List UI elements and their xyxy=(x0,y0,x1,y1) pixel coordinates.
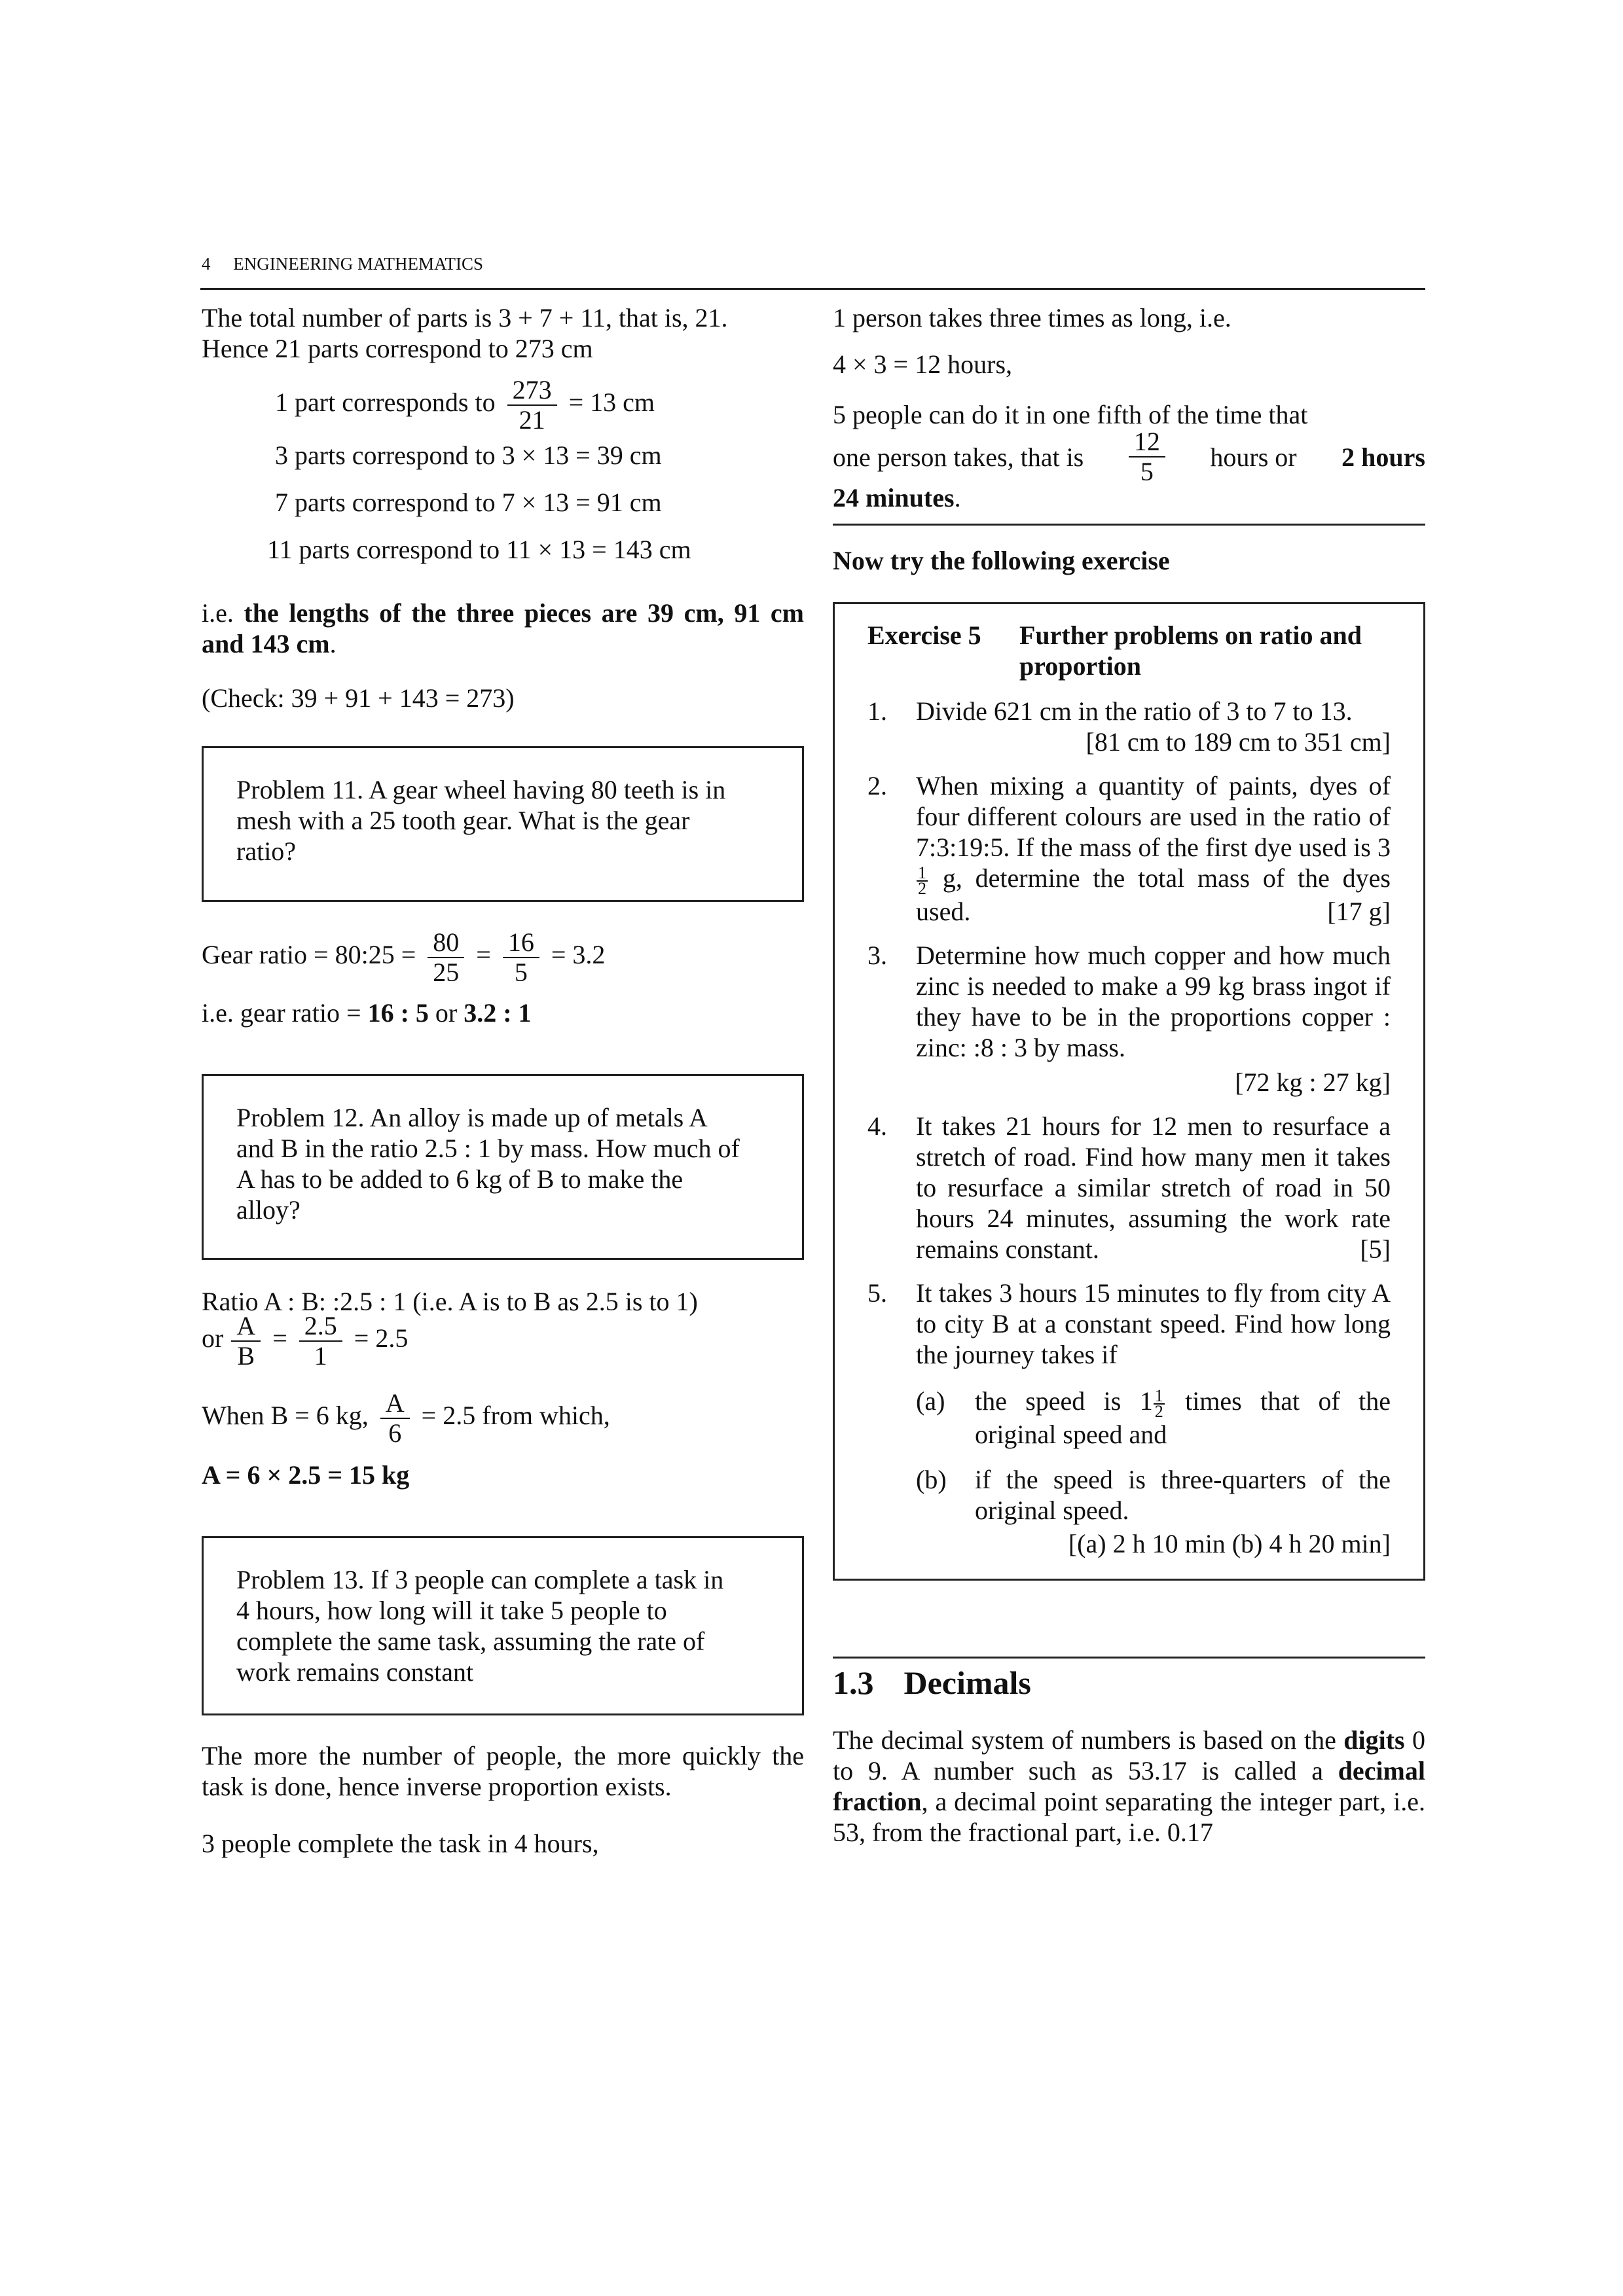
decimals-text: , a decimal point separating the integer part, i.e. 53, from the fractional part, i.e. 0.17 xyxy=(833,1786,1425,1847)
exercise-label: Exercise 5 xyxy=(867,620,981,650)
one-person-text: 1 person takes three times as long, i.e. xyxy=(833,303,1231,332)
fraction-numerator: 16 xyxy=(503,928,539,958)
lengths-answer: the lengths of the three pieces are 39 cm, 91 cm and 143 cm xyxy=(202,598,804,658)
intro-line-2: Hence 21 parts correspond to 273 cm xyxy=(202,334,593,363)
ratio-value: = 2.5 xyxy=(354,1323,409,1354)
lengths-conclusion xyxy=(202,598,804,659)
answer-2-hours: 2 hours xyxy=(1341,442,1425,472)
section-rule xyxy=(833,524,1425,526)
fraction-a-6 xyxy=(380,1389,410,1448)
fraction-denominator: 25 xyxy=(433,958,460,987)
period: . xyxy=(329,629,337,658)
digits-term: digits xyxy=(1343,1725,1405,1755)
item-number: 2. xyxy=(867,771,887,800)
gear-ratio-answer-1: 16 : 5 xyxy=(367,998,429,1028)
item-text-part: g, determine the total mass of the dyes used. xyxy=(916,863,1391,926)
item-answer: [(a) 2 h 10 min (b) 4 h 20 min] xyxy=(1068,1528,1391,1558)
item-text-part: It takes 21 hours for 12 men to resurface a stretch of road. Find how many men it takes to resurface a similar stretch of road in 50 hours 24 minutes, assuming the work rate remains constant. xyxy=(916,1111,1391,1264)
section-heading-rule xyxy=(833,1657,1425,1659)
right-column xyxy=(833,302,1425,1848)
exercise-title xyxy=(867,620,1391,681)
now-try-heading: Now try the following exercise xyxy=(833,546,1170,575)
page-number: 4 xyxy=(202,254,211,274)
sub-item-b xyxy=(916,1464,1391,1526)
fraction-denominator: 6 xyxy=(388,1418,402,1448)
fraction-12-5 xyxy=(1129,427,1165,486)
ratio-line: Ratio A : B: :2.5 : 1 (i.e. A is to B as 2.5 is to 1) xyxy=(202,1287,698,1316)
intro-line-1: The total number of parts is 3 + 7 + 11, that is, 21. xyxy=(202,303,728,332)
fraction-80-25 xyxy=(428,928,464,987)
five-people-text: one person takes, that is xyxy=(833,442,1084,472)
fraction-numerator: 12 xyxy=(1129,427,1165,457)
equals-sign: = xyxy=(476,940,491,970)
header-rule xyxy=(200,288,1425,290)
five-people-line-1: 5 people can do it in one fifth of the time that xyxy=(833,400,1308,429)
running-title: ENGINEERING MATHEMATICS xyxy=(233,254,483,274)
left-column xyxy=(202,302,804,1859)
decimals-text: The decimal system of numbers is based on the xyxy=(833,1725,1336,1755)
problem-11-box xyxy=(202,746,804,902)
equation-3: 7 parts correspond to 7 × 13 = 91 cm xyxy=(275,488,662,517)
gear-ie-text: i.e. gear ratio = xyxy=(202,998,361,1028)
exercise-5-box xyxy=(833,602,1425,1581)
intro-paragraph xyxy=(202,302,804,364)
equals-sign: = xyxy=(272,1323,287,1354)
fraction-numerator: 1 xyxy=(918,863,926,882)
item-text: Determine how much copper and how much zinc is needed to make a 99 kg brass ingot if they have to be in the proportions copper : zinc: :8 : 3 by mass. xyxy=(916,940,1391,1062)
fraction-16-5 xyxy=(503,928,539,987)
item-text: It takes 3 hours 15 minutes to fly from city A to city B at a constant speed. Find how long the journey takes if xyxy=(916,1278,1391,1369)
fraction-denominator: B xyxy=(237,1341,255,1371)
fraction-273-21 xyxy=(507,376,557,435)
problem-11-text: Problem 11. A gear wheel having 80 teeth is in mesh with a 25 tooth gear. What is the gear ratio? xyxy=(236,775,726,866)
or-text: or xyxy=(435,998,458,1028)
period: . xyxy=(954,483,961,512)
fraction-numerator: 273 xyxy=(507,376,557,406)
equation-4: 11 parts correspond to 11 × 13 = 143 cm xyxy=(267,535,691,564)
exercise-item xyxy=(867,940,1391,1098)
item-number: 5. xyxy=(867,1278,887,1308)
fraction-denominator: 2 xyxy=(1154,1401,1163,1421)
eq1-text: 1 part corresponds to xyxy=(275,387,496,418)
fraction-numerator: 80 xyxy=(428,928,464,958)
exercise-item xyxy=(867,1278,1391,1559)
exercise-title-text: Further problems on ratio and proportion xyxy=(1019,620,1362,681)
fraction-numerator: 1 xyxy=(1154,1386,1163,1405)
item-text: Divide 621 cm in the ratio of 3 to 7 to 13. xyxy=(916,696,1353,726)
ratio-fraction-equation xyxy=(202,1312,804,1371)
fraction-denominator: 2 xyxy=(918,878,926,898)
problem-12-text: Problem 12. An alloy is made up of metals A and B in the ratio 2.5 : 1 by mass. How much of A has to be added to 6 kg of B to make the alloy? xyxy=(236,1103,740,1225)
fraction-2-5-1 xyxy=(299,1312,342,1371)
three-people-text: 3 people complete the task in 4 hours, xyxy=(202,1829,599,1858)
gear-ratio-value: = 3.2 xyxy=(551,940,606,970)
item-text xyxy=(916,770,1391,927)
ie-text: i.e. xyxy=(202,598,234,628)
hours-or-text: hours or xyxy=(1210,442,1297,472)
alloy-result: A = 6 × 2.5 = 15 kg xyxy=(202,1460,410,1490)
section-number: 1.3 xyxy=(833,1664,874,1701)
item-answer: [5] xyxy=(1360,1234,1391,1264)
item-answer: [81 cm to 189 cm to 351 cm] xyxy=(1085,727,1391,757)
gear-ratio-label: Gear ratio = 80:25 = xyxy=(202,940,416,970)
section-heading xyxy=(833,1664,1425,1701)
fraction-one-half xyxy=(1154,1386,1165,1421)
gear-ratio-answer-2: 3.2 : 1 xyxy=(464,998,532,1028)
decimals-text: 0 to 9. A number such as 53.17 is called a xyxy=(833,1725,1425,1785)
sub-item-label: (b) xyxy=(916,1464,947,1494)
or-label: or xyxy=(202,1323,224,1354)
fraction-a-b xyxy=(231,1312,261,1371)
item-text-part: When mixing a quantity of paints, dyes of four different colours are used in the ratio of 7:3:19:5. If the mass of the first dye used is 3 xyxy=(916,771,1391,862)
decimal-fraction-term: decimal fraction xyxy=(833,1755,1425,1816)
when-b-text: When B = 6 kg, xyxy=(202,1401,369,1431)
fraction-denominator: 1 xyxy=(314,1341,327,1371)
fraction-denominator: 21 xyxy=(519,405,545,435)
exercise-item xyxy=(867,696,1391,757)
item-number: 4. xyxy=(867,1111,887,1141)
parts-equations xyxy=(202,376,804,565)
item-answer: [72 kg : 27 kg] xyxy=(1235,1067,1391,1097)
problem-12-box xyxy=(202,1074,804,1260)
sub-item-label: (a) xyxy=(916,1386,945,1416)
item-answer: [17 g] xyxy=(1327,896,1391,926)
item-number: 1. xyxy=(867,696,887,726)
sub-item-text-part: the speed is 1 xyxy=(975,1386,1153,1416)
item-text xyxy=(916,1111,1391,1265)
problem-13-box xyxy=(202,1536,804,1715)
gear-ratio-conclusion xyxy=(202,997,804,1028)
eq1-result: = 13 cm xyxy=(568,387,655,418)
exercise-item xyxy=(867,770,1391,927)
inverse-proportion-text: The more the number of people, the more quickly the task is done, hence inverse proportion exists. xyxy=(202,1741,804,1801)
running-header xyxy=(202,254,483,274)
equation-1 xyxy=(275,376,804,435)
when-b-result: = 2.5 from which, xyxy=(421,1401,610,1431)
exercise-item xyxy=(867,1111,1391,1265)
check-line: (Check: 39 + 91 + 143 = 273) xyxy=(202,683,515,713)
sub-item-a xyxy=(916,1386,1391,1450)
item-number: 3. xyxy=(867,940,887,970)
fraction-numerator: A xyxy=(231,1312,261,1342)
fraction-denominator: 5 xyxy=(1140,457,1154,486)
sub-item-text: if the speed is three-quarters of the original speed. xyxy=(975,1464,1391,1525)
equation-2: 3 parts correspond to 3 × 13 = 39 cm xyxy=(275,440,662,470)
sub-item-text-part: times that of the original speed and xyxy=(975,1386,1391,1449)
five-people-line-2 xyxy=(833,427,1425,486)
answer-24-minutes: 24 minutes xyxy=(833,483,955,512)
fraction-denominator: 5 xyxy=(514,958,528,987)
sub-item-text xyxy=(975,1386,1391,1450)
gear-ratio-equation xyxy=(202,928,804,987)
fraction-numerator: 2.5 xyxy=(299,1312,342,1342)
fraction-numerator: A xyxy=(380,1389,410,1419)
fraction-one-half xyxy=(917,863,928,898)
when-b-equation xyxy=(202,1389,804,1448)
section-title: Decimals xyxy=(903,1664,1031,1701)
problem-13-text: Problem 13. If 3 people can complete a task in 4 hours, how long will it take 5 people to complete the same task, assuming the rate of work remains constant xyxy=(236,1565,724,1687)
four-times-three: 4 × 3 = 12 hours, xyxy=(833,350,1013,379)
decimals-paragraph xyxy=(833,1725,1425,1848)
